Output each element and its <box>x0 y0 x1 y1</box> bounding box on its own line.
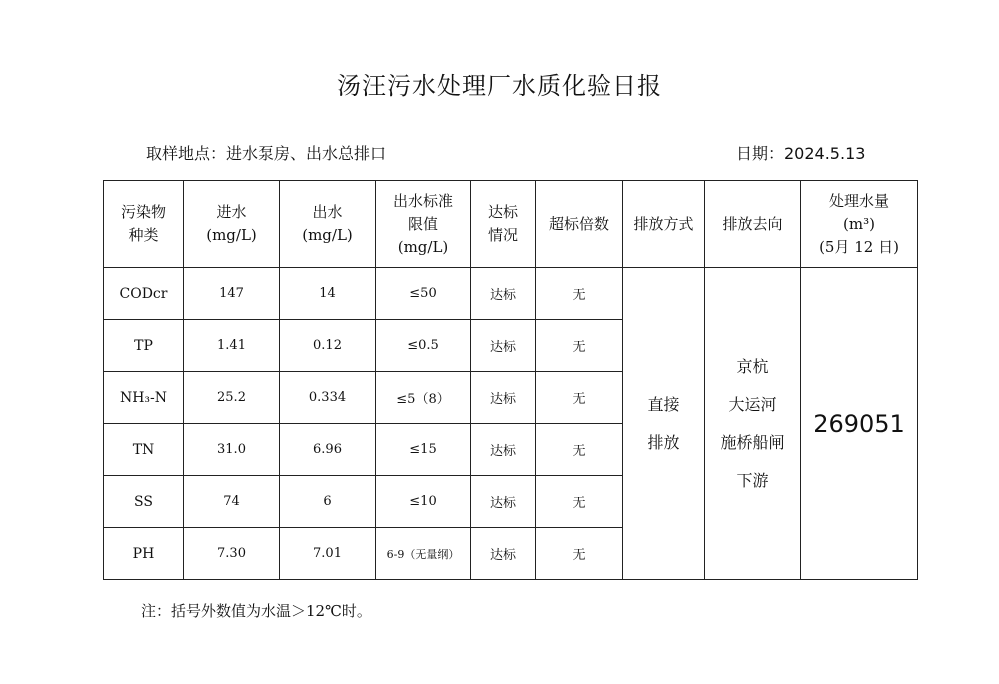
cell-limit: ≤10 <box>376 476 471 528</box>
destination-line2: 大运河 <box>728 394 777 414</box>
header-effluent-line1: 出水 <box>312 203 343 221</box>
cell-pollutant: TN <box>104 424 184 476</box>
header-compliance-line2: 情况 <box>487 226 518 244</box>
cell-exceed: 无 <box>536 424 623 476</box>
table-row <box>104 268 918 320</box>
cell-influent: 1.41 <box>184 320 280 372</box>
header-pollutant <box>104 181 184 268</box>
cell-pollutant: SS <box>104 476 184 528</box>
cell-limit: ≤0.5 <box>376 320 471 372</box>
header-influent-line2: (mg/L) <box>206 226 257 244</box>
water-quality-table <box>103 180 918 580</box>
cell-limit: ≤5（8） <box>376 372 471 424</box>
discharge-method-line2: 排放 <box>647 432 680 452</box>
cell-influent: 25.2 <box>184 372 280 424</box>
header-effluent <box>280 181 376 268</box>
cell-compliance: 达标 <box>471 268 536 320</box>
cell-discharge-method <box>623 268 705 580</box>
footnote: 注：括号外数值为水温＞12℃时。 <box>141 602 372 620</box>
report-title: 汤汪污水处理厂水质化验日报 <box>337 72 662 100</box>
cell-exceed: 无 <box>536 320 623 372</box>
discharge-method-line1: 直接 <box>647 394 680 414</box>
report-date: 日期：2024.5.13 <box>736 144 866 163</box>
cell-discharge-destination <box>705 268 801 580</box>
header-compliance <box>471 181 536 268</box>
cell-exceed: 无 <box>536 528 623 580</box>
cell-effluent: 0.12 <box>280 320 376 372</box>
header-influent-line1: 进水 <box>216 203 247 221</box>
cell-influent: 31.0 <box>184 424 280 476</box>
cell-effluent: 6.96 <box>280 424 376 476</box>
header-discharge-destination: 排放去向 <box>705 181 801 268</box>
header-effluent-line2: (mg/L) <box>302 226 353 244</box>
cell-limit: ≤15 <box>376 424 471 476</box>
cell-exceed: 无 <box>536 372 623 424</box>
header-limit-line2: 限值 <box>407 214 438 233</box>
cell-effluent: 14 <box>280 268 376 320</box>
cell-influent: 74 <box>184 476 280 528</box>
header-exceed: 超标倍数 <box>536 181 623 268</box>
cell-compliance: 达标 <box>471 320 536 372</box>
header-compliance-line1: 达标 <box>487 203 518 221</box>
cell-pollutant: CODcr <box>104 268 184 320</box>
cell-compliance: 达标 <box>471 476 536 528</box>
cell-effluent: 6 <box>280 476 376 528</box>
cell-exceed: 无 <box>536 268 623 320</box>
destination-line3: 施桥船闸 <box>720 432 785 452</box>
cell-compliance: 达标 <box>471 424 536 476</box>
destination-line1: 京杭 <box>736 356 769 376</box>
cell-effluent: 7.01 <box>280 528 376 580</box>
header-influent <box>184 181 280 268</box>
header-limit-line1: 出水标准 <box>392 191 453 210</box>
cell-pollutant: TP <box>104 320 184 372</box>
header-volume-line2: (m³) <box>843 214 875 233</box>
header-volume <box>801 181 918 268</box>
cell-pollutant: NH₃-N <box>104 372 184 424</box>
cell-compliance: 达标 <box>471 528 536 580</box>
cell-exceed: 无 <box>536 476 623 528</box>
cell-treated-volume: 269051 <box>801 268 918 580</box>
cell-influent: 7.30 <box>184 528 280 580</box>
sampling-location: 取样地点：进水泵房、出水总排口 <box>146 144 387 163</box>
cell-influent: 147 <box>184 268 280 320</box>
cell-compliance: 达标 <box>471 372 536 424</box>
header-pollutant-line2: 种类 <box>128 226 159 244</box>
cell-limit: ≤50 <box>376 268 471 320</box>
header-pollutant-line1: 污染物 <box>120 203 166 221</box>
table-header-row <box>104 181 918 268</box>
header-volume-line3: (5月 12 日) <box>819 237 899 256</box>
header-volume-line1: 处理水量 <box>828 191 889 210</box>
header-discharge-method: 排放方式 <box>623 181 705 268</box>
header-limit-line3: (mg/L) <box>397 237 449 256</box>
cell-limit: 6-9（无量纲） <box>376 528 471 580</box>
destination-line4: 下游 <box>736 470 769 490</box>
header-limit <box>376 181 471 268</box>
cell-pollutant: PH <box>104 528 184 580</box>
cell-effluent: 0.334 <box>280 372 376 424</box>
